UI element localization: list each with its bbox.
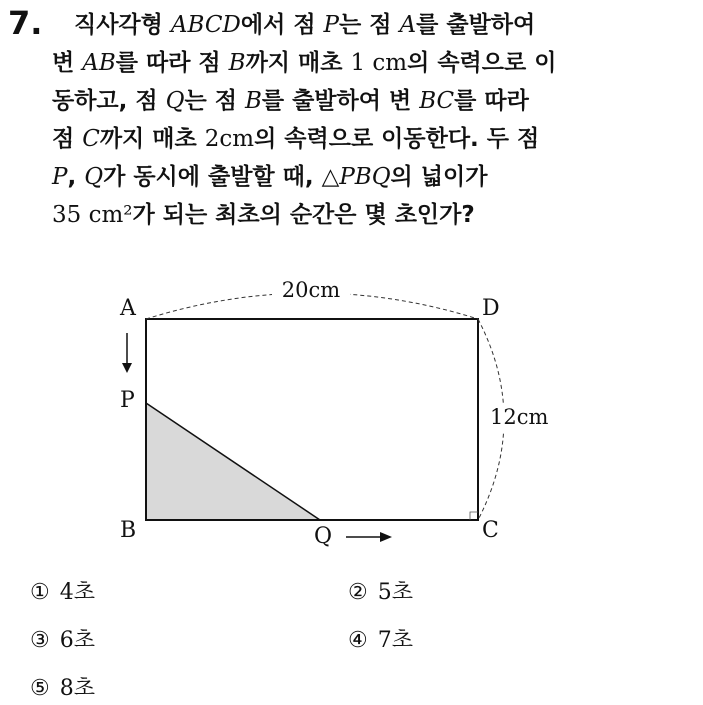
math-symbol: AB <box>82 50 116 76</box>
choice-mark: ① <box>30 580 50 605</box>
right-length-label: 12cm <box>490 405 549 429</box>
math-symbol: B <box>228 50 246 76</box>
choice-mark: ③ <box>30 628 50 653</box>
vertex-label-c: C <box>482 518 499 543</box>
vertex-label-p: P <box>120 388 135 413</box>
math-unit: 2cm <box>204 126 255 152</box>
choice-1[interactable] <box>30 575 95 606</box>
math-symbol: B <box>244 88 262 114</box>
question-text-segment: 변 <box>52 50 83 76</box>
choice-text: 4초 <box>59 580 95 605</box>
vertex-label-q: Q <box>314 524 333 549</box>
choice-mark: ④ <box>348 628 368 653</box>
math-symbol: P <box>52 164 68 190</box>
math-symbol: BC <box>419 88 455 114</box>
question-line-5 <box>52 158 692 196</box>
choice-text: 8초 <box>59 676 95 701</box>
question-line-6 <box>52 196 692 234</box>
vertex-label-b: B <box>120 518 137 543</box>
math-symbol: P <box>323 12 340 38</box>
question-text-segment: 의 속력으로 이 <box>407 50 557 76</box>
math-symbol: PBQ <box>339 164 391 190</box>
question-text-segment: 를 따라 점 <box>115 50 229 76</box>
math-symbol: Q <box>165 88 185 114</box>
math-symbol: ABCD <box>170 12 241 38</box>
question-line-1 <box>52 6 692 44</box>
question-text-segment: 에서 점 <box>240 12 324 38</box>
choice-text: 6초 <box>59 628 95 653</box>
question-text-segment: 까지 매초 <box>99 126 205 152</box>
question-line-4 <box>52 120 692 158</box>
vertex-label-d: D <box>482 296 500 321</box>
top-length-label: 20cm <box>281 278 341 302</box>
choice-5[interactable] <box>30 671 95 702</box>
question-text-segment: , <box>67 164 85 190</box>
choice-4[interactable] <box>348 623 413 654</box>
question-text-segment: 를 출발하여 변 <box>261 88 420 114</box>
question-text-segment: 는 점 <box>339 12 400 38</box>
choice-3[interactable] <box>30 623 95 654</box>
choice-text: 5초 <box>377 580 413 605</box>
math-unit: △ <box>321 164 340 190</box>
question-text-segment: 까지 매초 <box>245 50 351 76</box>
math-symbol: C <box>82 126 100 152</box>
question-text-segment: 는 점 <box>184 88 245 114</box>
right-angle-mark <box>470 512 478 520</box>
math-unit: 1 cm <box>350 50 408 76</box>
question-text <box>52 6 692 234</box>
choice-2[interactable] <box>348 575 413 606</box>
choice-text: 7초 <box>377 628 413 653</box>
question-text-segment: 를 따라 <box>454 88 529 114</box>
math-unit: 35 cm² <box>52 202 133 228</box>
question-text-segment: 동하고, 점 <box>52 88 166 114</box>
choice-mark: ⑤ <box>30 676 50 701</box>
question-text-segment: 점 <box>52 126 83 152</box>
question-text-segment: 가 동시에 출발할 때, <box>103 164 322 190</box>
math-symbol: A <box>399 12 417 38</box>
question-line-2 <box>52 44 692 82</box>
question-number: 7. <box>8 4 43 42</box>
math-symbol: Q <box>84 164 104 190</box>
arrow-right-head-icon <box>380 532 392 542</box>
question-text-segment: 의 넓이가 <box>390 164 488 190</box>
question-text-segment: 의 속력으로 이동한다. 두 점 <box>254 126 540 152</box>
choice-mark: ② <box>348 580 368 605</box>
question-text-segment: 직사각형 <box>74 12 171 38</box>
question-text-segment: 를 출발하여 <box>416 12 536 38</box>
arrow-down-head-icon <box>122 363 132 373</box>
question-text-segment: 가 되는 최초의 순간은 몇 초인가? <box>132 202 475 228</box>
question-line-3 <box>52 82 692 120</box>
rectangle-figure <box>110 275 570 565</box>
vertex-label-a: A <box>120 296 136 321</box>
